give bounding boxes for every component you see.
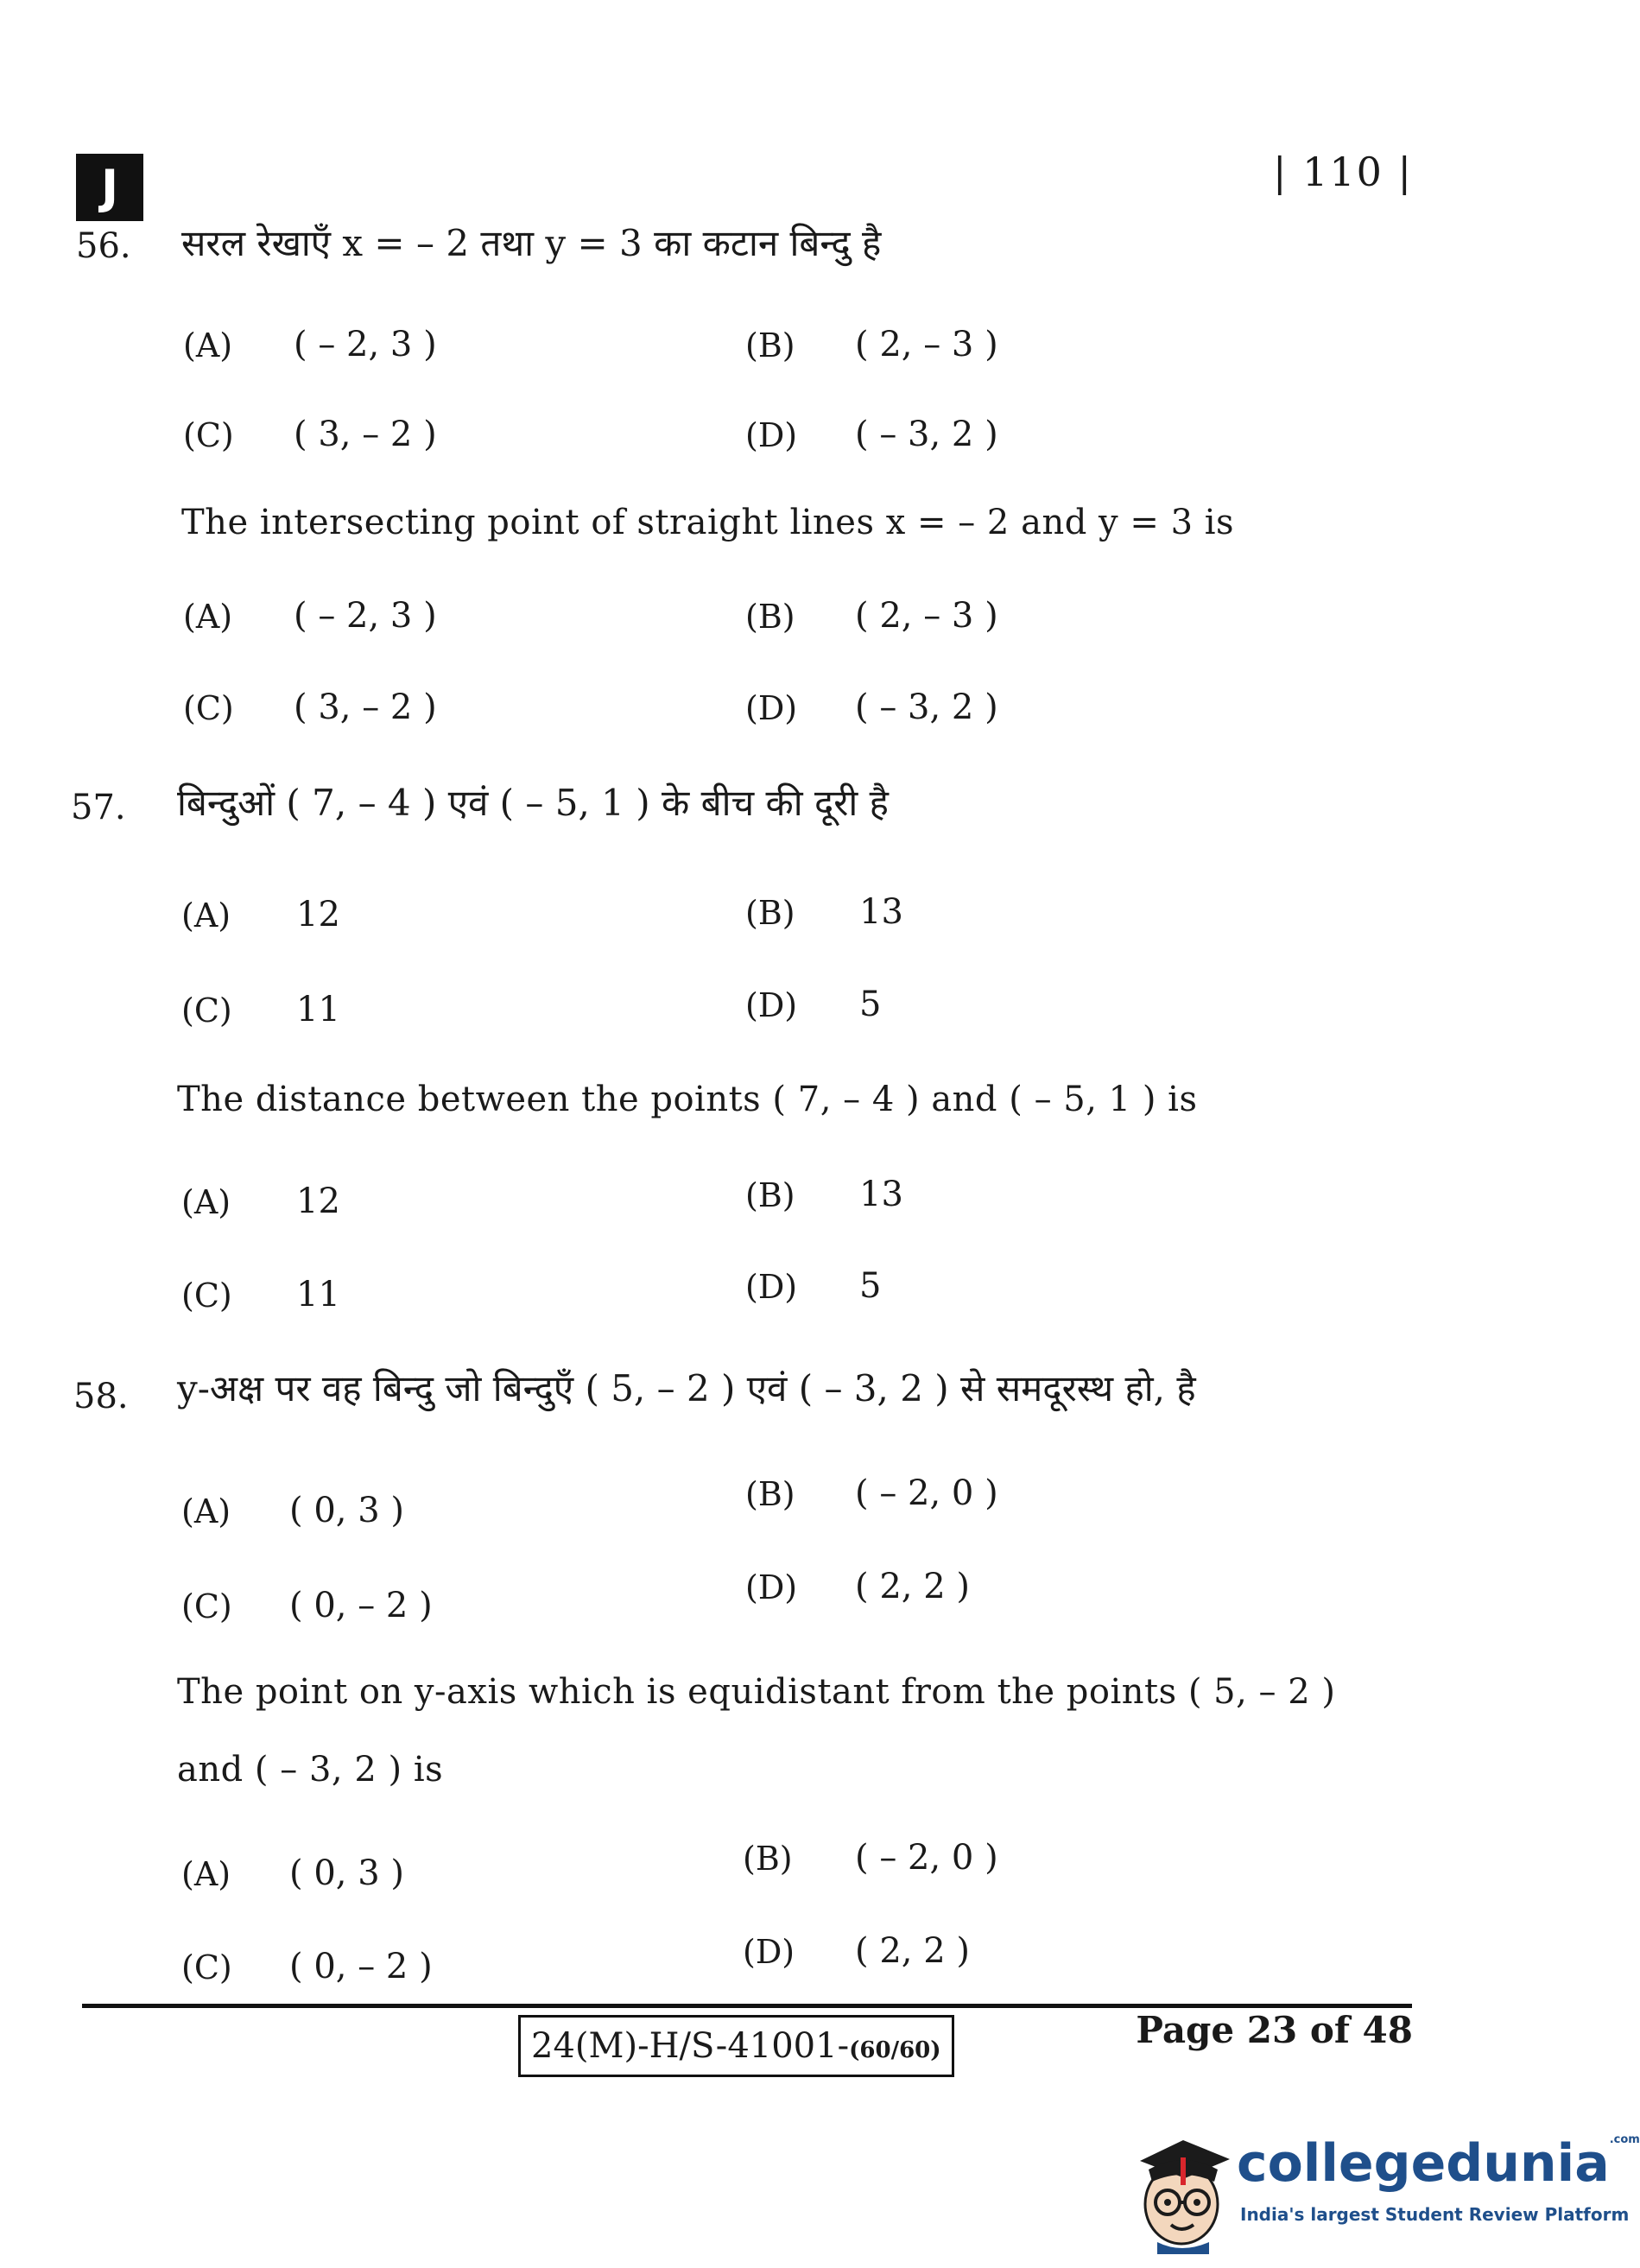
option-letter: (A) [183,326,233,364]
option-value: 12 [296,895,340,934]
question-number: 58. [73,1377,129,1416]
option-value: ( 2, 2 ) [855,1567,970,1606]
page-code: | 110 | [1272,149,1413,195]
option-letter: (D) [745,1268,798,1306]
question-text-english: The intersecting point of straight lines x = – 2 and y = 3 is [181,503,1235,542]
question-text-english: The point on y-axis which is equidistant from the points ( 5, – 2 ) [177,1672,1336,1712]
option-letter: (D) [745,1568,798,1606]
option-value: ( 0, – 2 ) [289,1586,433,1625]
paper-code: 24(M)-H/S-41001- [531,2026,850,2066]
option-value: ( 2, – 3 ) [855,325,998,364]
question-text-english-continued: and ( – 3, 2 ) is [177,1750,444,1790]
option-value: 11 [296,1275,340,1315]
option-value: ( 2, 2 ) [855,1931,970,1971]
option-letter: (A) [183,598,233,636]
option-letter: (C) [181,1277,232,1315]
option-letter: (B) [745,894,795,932]
option-letter: (C) [183,689,234,727]
option-value: ( 3, – 2 ) [294,415,437,454]
option-letter: (C) [181,1587,232,1625]
footer-divider [82,2004,1412,2008]
option-letter: (B) [745,598,795,636]
option-letter: (B) [745,1475,795,1513]
question-text-hindi: सरल रेखाएँ x = – 2 तथा y = 3 का कटान बिन्दु है [181,222,882,264]
option-value: ( – 2, 3 ) [294,596,437,636]
option-value: 5 [859,985,882,1024]
option-value: 12 [296,1182,340,1221]
question-number: 56. [76,226,131,266]
question-number: 57. [71,788,126,827]
question-text-english: The distance between the points ( 7, – 4 ) and ( – 5, 1 ) is [177,1080,1198,1119]
option-letter: (C) [181,1948,232,1986]
option-value: ( 0, 3 ) [289,1491,404,1530]
option-letter: (D) [745,416,798,454]
page-number: Page 23 of 48 [1136,2009,1413,2051]
option-letter: (C) [183,416,234,454]
option-value: ( – 3, 2 ) [855,687,998,727]
option-value: ( 2, – 3 ) [855,596,998,636]
option-value: ( – 2, 0 ) [855,1838,998,1878]
option-letter: (D) [745,986,798,1024]
option-letter: (C) [181,991,232,1029]
brand-tagline: India's largest Student Review Platform [1240,2204,1630,2225]
option-letter: (D) [745,689,798,727]
option-letter: (B) [743,1840,793,1878]
option-value: 5 [859,1266,882,1306]
option-value: 11 [296,990,340,1029]
option-value: ( 3, – 2 ) [294,687,437,727]
option-letter: (A) [181,896,231,934]
option-letter: (B) [745,1176,795,1214]
paper-code-suffix: (60/60) [849,2037,941,2063]
option-letter: (A) [181,1492,231,1530]
option-letter: (D) [743,1933,795,1971]
brand-domain: .com [1609,2133,1640,2146]
option-value: ( 0, 3 ) [289,1853,404,1893]
option-letter: (B) [745,326,795,364]
brand-name-text: collegedunia [1237,2133,1610,2194]
question-text-hindi: बिन्दुओं ( 7, – 4 ) एवं ( – 5, 1 ) के बीच की दूरी है [177,782,889,824]
option-value: ( – 3, 2 ) [855,415,998,454]
collegedunia-mascot-icon [1131,2125,1235,2254]
option-value: ( – 2, 0 ) [855,1473,998,1513]
option-letter: (A) [181,1855,231,1893]
option-value: ( 0, – 2 ) [289,1947,433,1986]
paper-code-box [518,2015,954,2077]
option-value: 13 [859,1175,903,1214]
option-value: 13 [859,892,903,932]
option-value: ( – 2, 3 ) [294,325,437,364]
series-badge: J [76,154,143,221]
question-text-hindi: y-अक्ष पर वह बिन्दु जो बिन्दुएँ ( 5, – 2 ) एवं ( – 3, 2 ) से समदूरस्थ हो, है [177,1367,1196,1410]
brand-name [1237,2133,1640,2194]
option-letter: (A) [181,1183,231,1221]
